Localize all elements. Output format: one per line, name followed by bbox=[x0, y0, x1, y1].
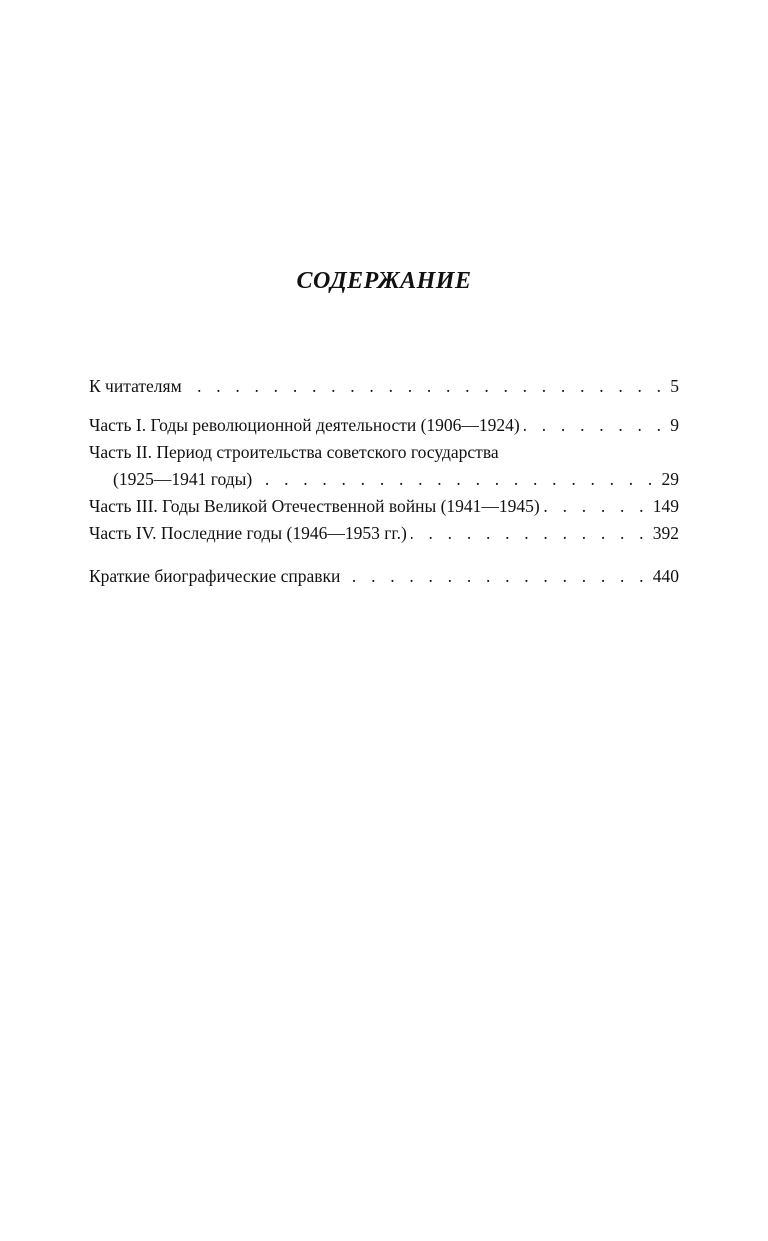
toc-entry-readers[interactable] bbox=[89, 373, 679, 400]
toc-entry-title: К читателям bbox=[89, 376, 182, 396]
toc-row bbox=[89, 466, 679, 493]
dot-leader bbox=[186, 373, 667, 400]
dot-leader bbox=[256, 466, 657, 493]
toc-entry-title: Часть II. Период строительства советского государства bbox=[89, 442, 499, 462]
toc-entry-title: Часть I. Годы революционной деятельности (1906—1924) bbox=[89, 415, 520, 435]
toc-page-number: 9 bbox=[670, 415, 679, 435]
toc-entry-title-continued: (1925—1941 годы) bbox=[113, 469, 253, 489]
toc-entry-part-3[interactable] bbox=[89, 493, 679, 520]
toc-page-number: 29 bbox=[661, 469, 679, 489]
toc-page-number: 440 bbox=[652, 566, 679, 586]
toc-row bbox=[89, 493, 679, 520]
page-title: СОДЕРЖАНИЕ bbox=[296, 268, 472, 294]
dot-leader bbox=[411, 520, 649, 547]
toc-entry-title: Краткие биографические справки bbox=[89, 566, 341, 586]
toc-entry-part-2[interactable] bbox=[89, 439, 679, 493]
dot-leader bbox=[524, 412, 667, 439]
toc-entry-title: Часть IV. Последние годы (1946—1953 гг.) bbox=[89, 523, 407, 543]
toc-page-number: 149 bbox=[652, 496, 679, 516]
dot-leader bbox=[544, 493, 649, 520]
toc-page-number: 392 bbox=[652, 523, 679, 543]
toc-entry-title: Часть III. Годы Великой Отечественной войны (1941—1945) bbox=[89, 496, 540, 516]
toc-row bbox=[89, 520, 679, 547]
dot-leader bbox=[344, 563, 648, 590]
toc-entry-part-1[interactable] bbox=[89, 412, 679, 439]
toc-entry-part-4[interactable] bbox=[89, 520, 679, 547]
toc-row bbox=[89, 563, 679, 590]
toc-row bbox=[89, 412, 679, 439]
toc-entry-biographies[interactable] bbox=[89, 563, 679, 590]
toc-row bbox=[89, 373, 679, 400]
toc-page-number: 5 bbox=[670, 376, 679, 396]
